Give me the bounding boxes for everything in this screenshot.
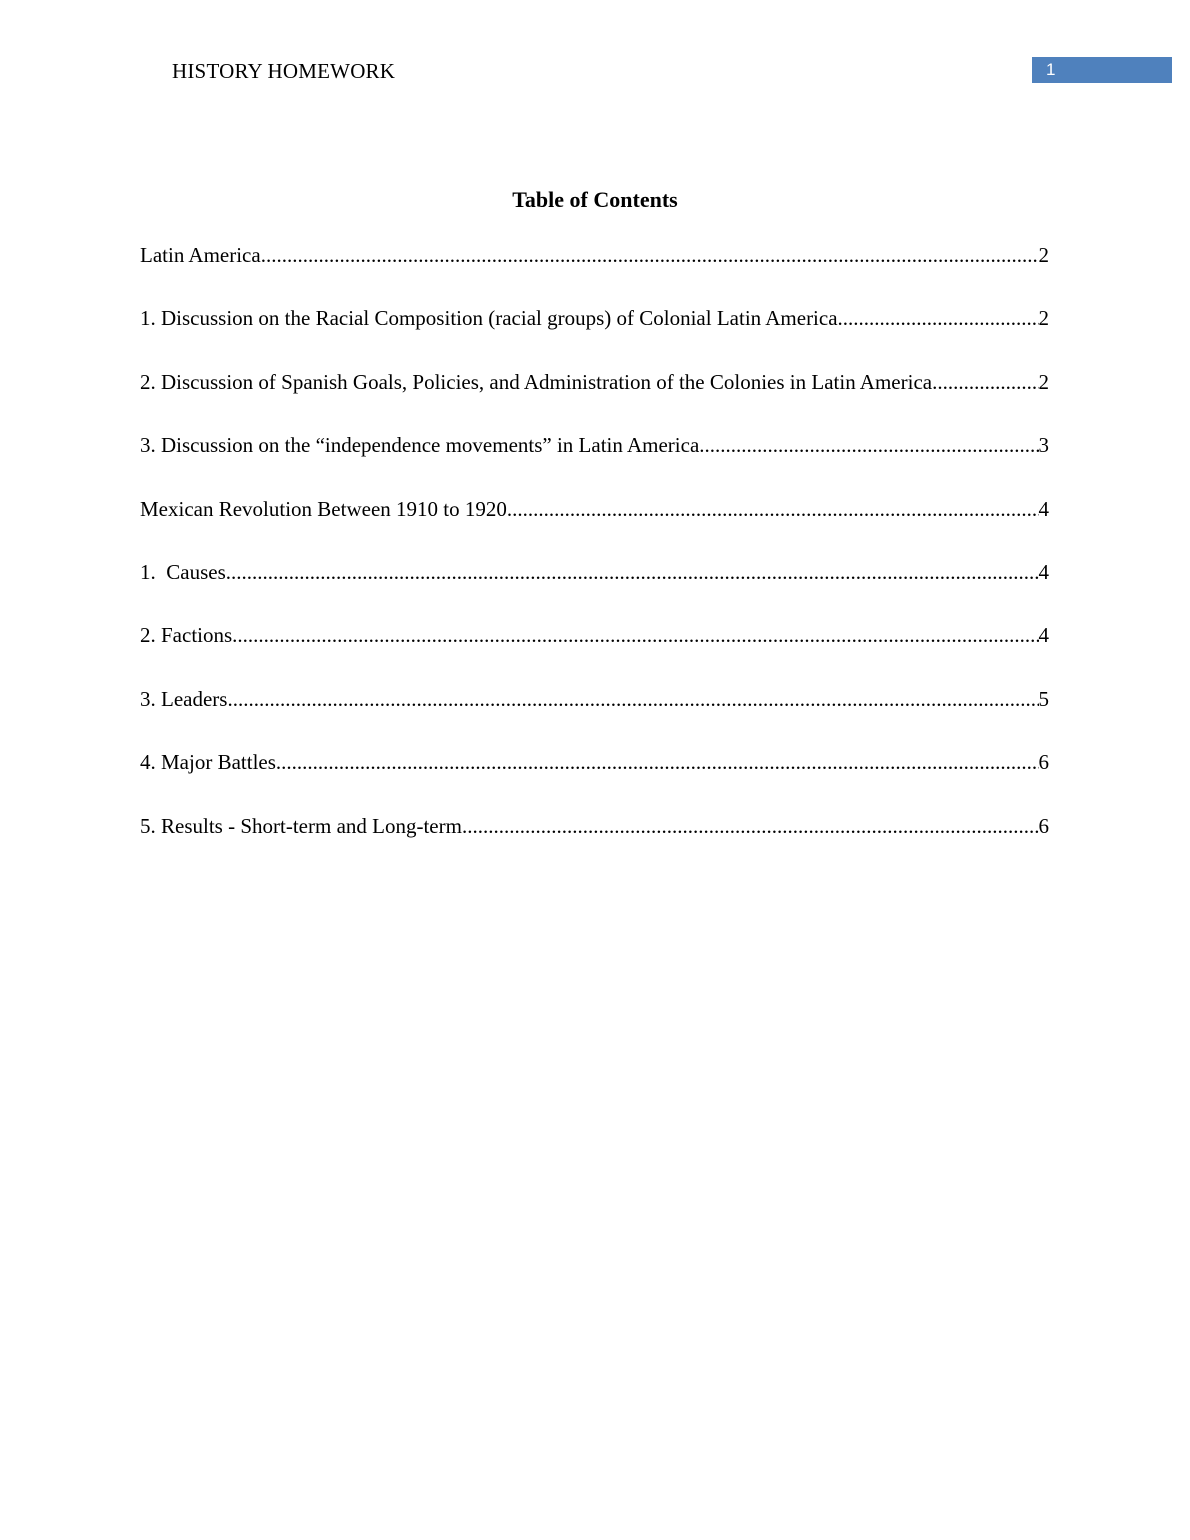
- header-title: HISTORY HOMEWORK: [172, 59, 396, 83]
- toc-dot-leader: [227, 685, 1038, 713]
- toc-entry-independence-movements[interactable]: [140, 431, 1049, 494]
- toc-entry-results[interactable]: [140, 812, 1049, 875]
- toc-entry-page: 4: [1038, 623, 1049, 648]
- toc-entry-text: 5. Results - Short-term and Long-term: [140, 813, 462, 838]
- toc-dot-leader: [507, 495, 1039, 523]
- toc-dot-leader: [699, 431, 1038, 459]
- toc-entry-page: 4: [1038, 496, 1049, 521]
- table-of-contents: [140, 241, 1049, 875]
- toc-entry-page: 2: [1038, 306, 1049, 331]
- toc-dot-leader: [462, 812, 1039, 840]
- page-number-badge: 1: [1032, 57, 1172, 83]
- toc-title: Table of Contents: [512, 187, 678, 212]
- toc-entry-latin-america[interactable]: [140, 241, 1049, 304]
- toc-entry-text: Mexican Revolution Between 1910 to 1920: [140, 496, 507, 521]
- toc-entry-page: 2: [1038, 243, 1049, 267]
- toc-entry-text: Latin America: [140, 243, 261, 267]
- toc-entry-text: 2. Factions: [140, 623, 233, 648]
- toc-entry-leaders[interactable]: [140, 685, 1049, 748]
- toc-entry-page: 4: [1038, 559, 1049, 584]
- toc-entry-text: 3. Discussion on the “independence movements” in Latin America: [140, 433, 700, 458]
- toc-entry-page: 3: [1038, 433, 1049, 458]
- toc-dot-leader: [937, 368, 1038, 396]
- toc-entry-mexican-revolution[interactable]: [140, 495, 1049, 558]
- toc-entry-text: 2. Discussion of Spanish Goals, Policies, and Administration of the Colonies in Latin America.: [140, 369, 938, 394]
- toc-entry-page: 2: [1038, 369, 1049, 394]
- toc-entry-text: 1. Discussion on the Racial Composition (racial groups) of Colonial Latin America: [140, 306, 838, 331]
- toc-dot-leader: [261, 241, 1039, 269]
- toc-entry-racial-composition[interactable]: [140, 304, 1049, 367]
- toc-dot-leader: [232, 621, 1038, 649]
- toc-entry-text: 4. Major Battles: [140, 750, 276, 775]
- toc-entry-spanish-goals[interactable]: [140, 368, 1049, 431]
- toc-entry-causes[interactable]: [140, 558, 1049, 621]
- toc-entry-text: 1. Causes: [140, 559, 226, 584]
- toc-dot-leader: [226, 558, 1039, 586]
- toc-entry-major-battles[interactable]: [140, 748, 1049, 811]
- toc-dot-leader: [838, 304, 1039, 332]
- toc-dot-leader: [276, 748, 1039, 776]
- toc-entry-page: 5: [1038, 686, 1049, 711]
- toc-entry-page: 6: [1038, 750, 1049, 775]
- toc-entry-text: 3. Leaders: [140, 686, 228, 711]
- toc-entry-page: 6: [1038, 813, 1049, 838]
- toc-entry-factions[interactable]: [140, 621, 1049, 684]
